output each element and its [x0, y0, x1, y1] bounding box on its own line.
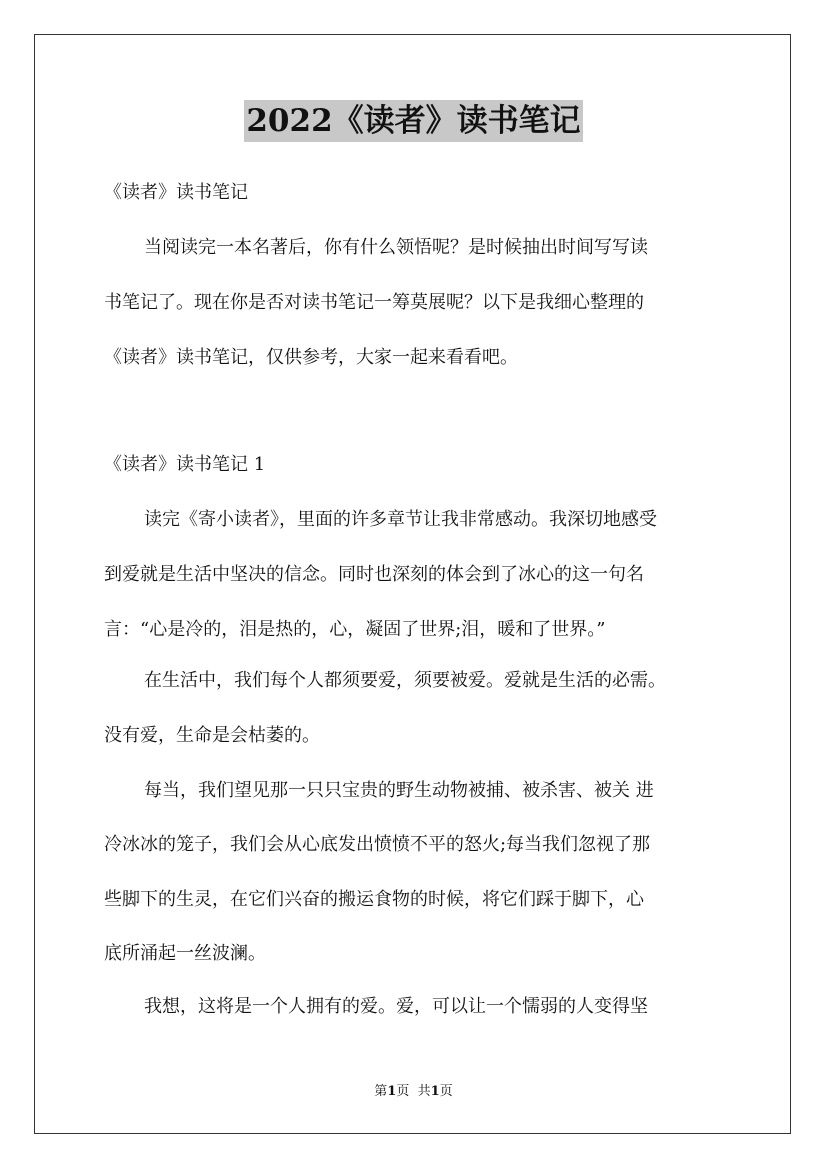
- document-title: 2022《读者》读书笔记: [244, 100, 582, 142]
- footer-total-number: 1: [430, 1084, 440, 1099]
- intro-line-2: 书笔记了。现在你是否对读书笔记一筹莫展呢？以下是我细心整理的: [104, 292, 644, 313]
- para3-line-4: 底所涌起一丝波澜。: [104, 943, 266, 964]
- section1-heading: 《读者》读书笔记 1: [104, 454, 266, 475]
- intro-heading: 《读者》读书笔记: [104, 182, 248, 203]
- para3-line-1: 每当，我们望见那一只只宝贵的野生动物被捕、被杀害、被关 进: [144, 780, 654, 801]
- page-footer: [0, 1084, 827, 1100]
- intro-line-1: 当阅读完一本名著后，你有什么领悟呢？是时候抽出时间写写读: [144, 237, 648, 258]
- para2-line-1: 在生活中，我们每个人都须要爱，须要被爱。爱就是生活的必需。: [144, 670, 666, 691]
- footer-total-suffix: 页: [439, 1084, 453, 1099]
- footer-page-suffix: 页: [396, 1084, 410, 1099]
- footer-page-prefix: 第: [374, 1084, 388, 1099]
- title-container: [0, 100, 827, 142]
- para3-line-2: 冷冰冰的笼子，我们会从心底发出愤愤不平的怒火;每当我们忽视了那: [104, 834, 651, 855]
- para4-line-1: 我想，这将是一个人拥有的爱。爱，可以让一个懦弱的人变得坚: [144, 996, 648, 1017]
- footer-page-number: 1: [387, 1084, 397, 1099]
- para1-line-2: 到爱就是生活中坚决的信念。同时也深刻的体会到了冰心的这一句名: [104, 564, 644, 585]
- footer-total-prefix: 共: [417, 1084, 431, 1099]
- intro-line-3: 《读者》读书笔记，仅供参考，大家一起来看看吧。: [104, 347, 518, 368]
- para2-line-2: 没有爱，生命是会枯萎的。: [104, 725, 320, 746]
- para3-line-3: 些脚下的生灵，在它们兴奋的搬运食物的时候，将它们踩于脚下，心: [104, 889, 644, 910]
- para1-line-1: 读完《寄小读者》，里面的许多章节让我非常感动。我深切地感受: [144, 509, 657, 530]
- para1-line-3: 言：“心是冷的，泪是热的，心，凝固了世界;泪，暖和了世界。”: [104, 619, 606, 640]
